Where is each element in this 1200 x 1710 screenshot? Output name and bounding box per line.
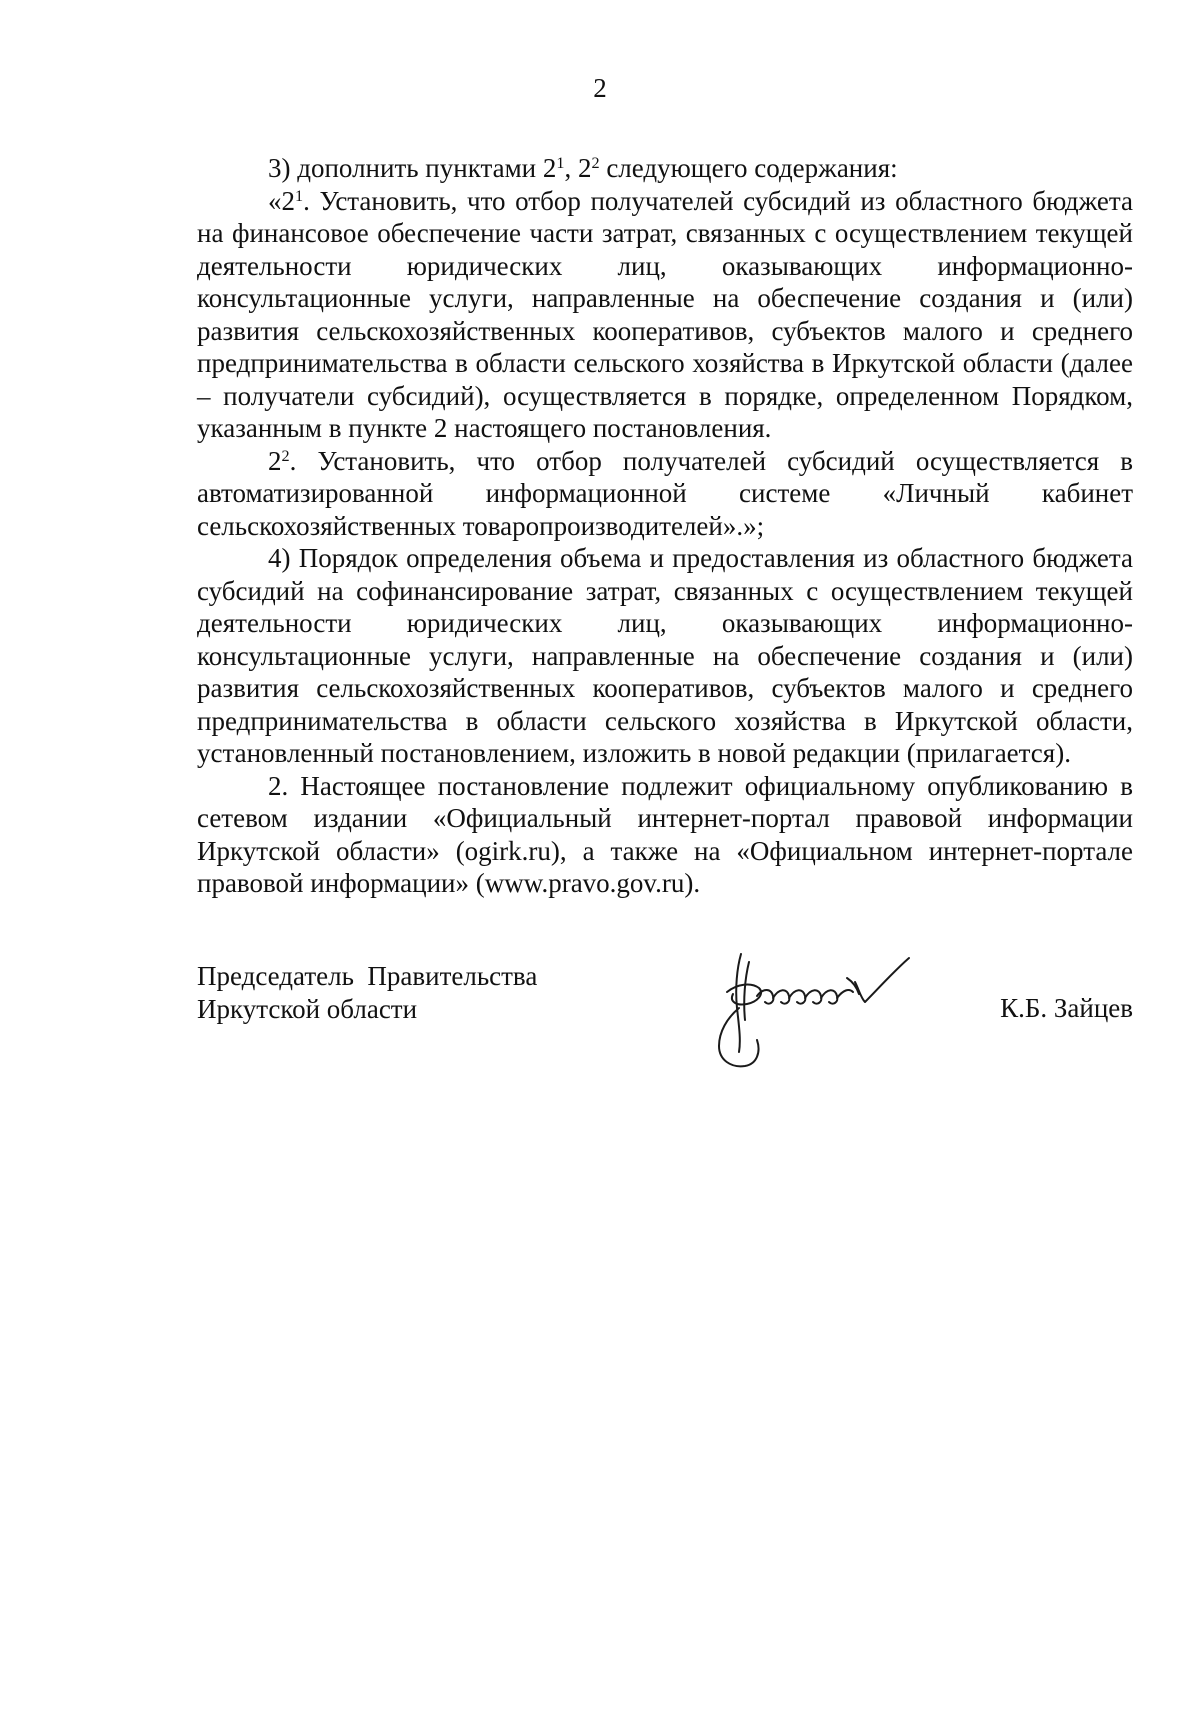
superscript: 1 [556,154,565,173]
paragraph-text: . Установить, что отбор получателей субсидий из областного бюджета на финансовое обеспечение части затрат, связанных с осуществлением текущей деятельности юридических лиц, оказывающих информационно-консультационные услуги, направленные на обеспечение создания и (или) развития сельскохозяйственных кооперативов, субъектов малого и среднего предпринимательства в области сельского хозяйства в Иркутской области (далее – получатели субсидий), осуществляется в порядке, определенном Порядком, указанным в пункте 2 настоящего постановления. [197,185,1133,443]
paragraph-text: 2 [268,445,282,476]
paragraph-item-2-2 [197,445,1133,543]
handwritten-signature-icon [697,948,967,1073]
paragraph-item-3 [197,152,1133,185]
signatory-position-line: Председатель Правительства [197,961,538,991]
signatory-name: К.Б. Зайцев [1000,993,1133,1023]
document-body [197,152,1133,900]
signatory-position [197,960,537,1025]
paragraph-text: 2. Настоящее постановление подлежит официальному опубликованию в сетевом издании «Официальный интернет-портал правовой информации Иркутской области» (ogirk.ru), а также на «Официальном интернет-портале правовой информации» (www.pravo.gov.ru). [197,770,1133,898]
paragraph-publication [197,770,1133,900]
signatory-position-line: Иркутской области [197,993,418,1024]
superscript: 2 [591,154,600,173]
paragraph-text: 3) дополнить пунктами 2 [268,153,557,183]
paragraph-text: следующего содержания: [599,153,898,183]
paragraph-text: . Установить, что отбор получателей субсидий осуществляется в автоматизированной информационной системе «Личный кабинет сельскохозяйственных товаропроизводителей».»; [197,445,1133,541]
paragraph-item-4 [197,542,1133,770]
signature-block [197,960,1133,1080]
superscript: 1 [295,186,304,205]
superscript: 2 [281,446,290,465]
paragraph-text: , 2 [564,153,592,183]
paragraph-item-2-1 [197,185,1133,445]
paragraph-text: 4) Порядок определения объема и предоставления из областного бюджета субсидий на софинансирование затрат, связанных с осуществлением текущей деятельности юридических лиц, оказывающих информационно-консультационные услуги, направленные на обеспечение создания и (или) развития сельскохозяйственных кооперативов, субъектов малого и среднего предпринимательства в области сельского хозяйства в Иркутской области, установленный постановлением, изложить в новой редакции (прилагается). [197,543,1133,768]
page-number: 2 [593,73,607,103]
paragraph-text: «2 [268,185,295,216]
